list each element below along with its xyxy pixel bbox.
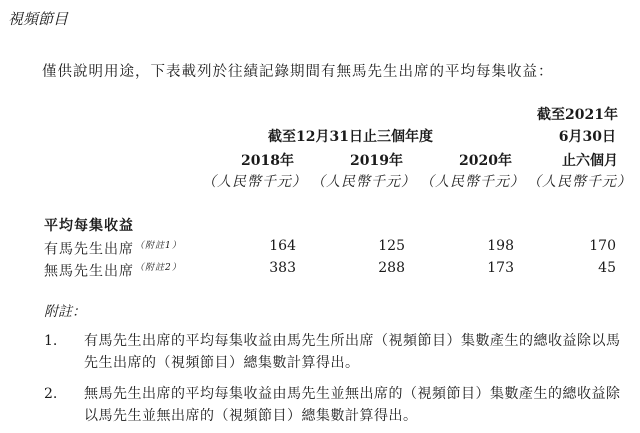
table-cell: 288: [378, 260, 405, 276]
note-text: 有馬先生出席的平均每集收益由馬先生所出席（視頻節目）集數產生的總收益除以馬先生出席的（視頻節目）總集數計算得出。: [84, 333, 621, 371]
table-row-label: [44, 260, 182, 281]
table-cell: 198: [487, 238, 514, 254]
unit-six-months: （人民幣千元）: [527, 174, 632, 190]
table-row-label: [44, 238, 182, 259]
row-label-text: 有馬先生出席: [44, 241, 134, 258]
note-number: 1.: [44, 333, 58, 349]
row-note-ref: （附註1）: [135, 241, 182, 251]
table-cell: 125: [378, 238, 405, 254]
column-header-six-months: 止六個月: [562, 153, 618, 169]
column-header-2018: 2018年: [241, 153, 294, 169]
period-header-line1: 截至2021年: [537, 107, 618, 123]
note-text: 無馬先生出席的平均每集收益由馬先生並無出席的（視頻節目）集數產生的總收益除以馬先生並無出席的（視頻節目）總集數計算得出。: [84, 386, 621, 424]
column-header-2020: 2020年: [459, 153, 512, 169]
unit-2020: （人民幣千元）: [420, 174, 525, 190]
table-cell: 45: [598, 260, 616, 276]
unit-2019: （人民幣千元）: [311, 174, 416, 190]
table-cell: 383: [269, 260, 296, 276]
table-cell: 173: [487, 260, 514, 276]
unit-2018: （人民幣千元）: [202, 174, 307, 190]
note-number: 2.: [44, 386, 58, 402]
row-label-text: 無馬先生出席: [44, 263, 134, 280]
notes-title: 附註：: [44, 304, 86, 320]
period-header-line2: 6月30日: [558, 129, 616, 145]
intro-text: 僅供說明用途，下表載列於往績記錄期間有無馬先生出席的平均每集收益：: [42, 64, 554, 80]
table-cell: 170: [589, 238, 616, 254]
section-title: 視頻節目: [8, 10, 69, 28]
row-note-ref: （附註2）: [135, 263, 182, 273]
column-header-2019: 2019年: [350, 153, 403, 169]
group-header: 截至12月31日止三個年度: [268, 129, 433, 145]
table-section-label: 平均每集收益: [44, 218, 134, 234]
table-cell: 164: [269, 238, 296, 254]
